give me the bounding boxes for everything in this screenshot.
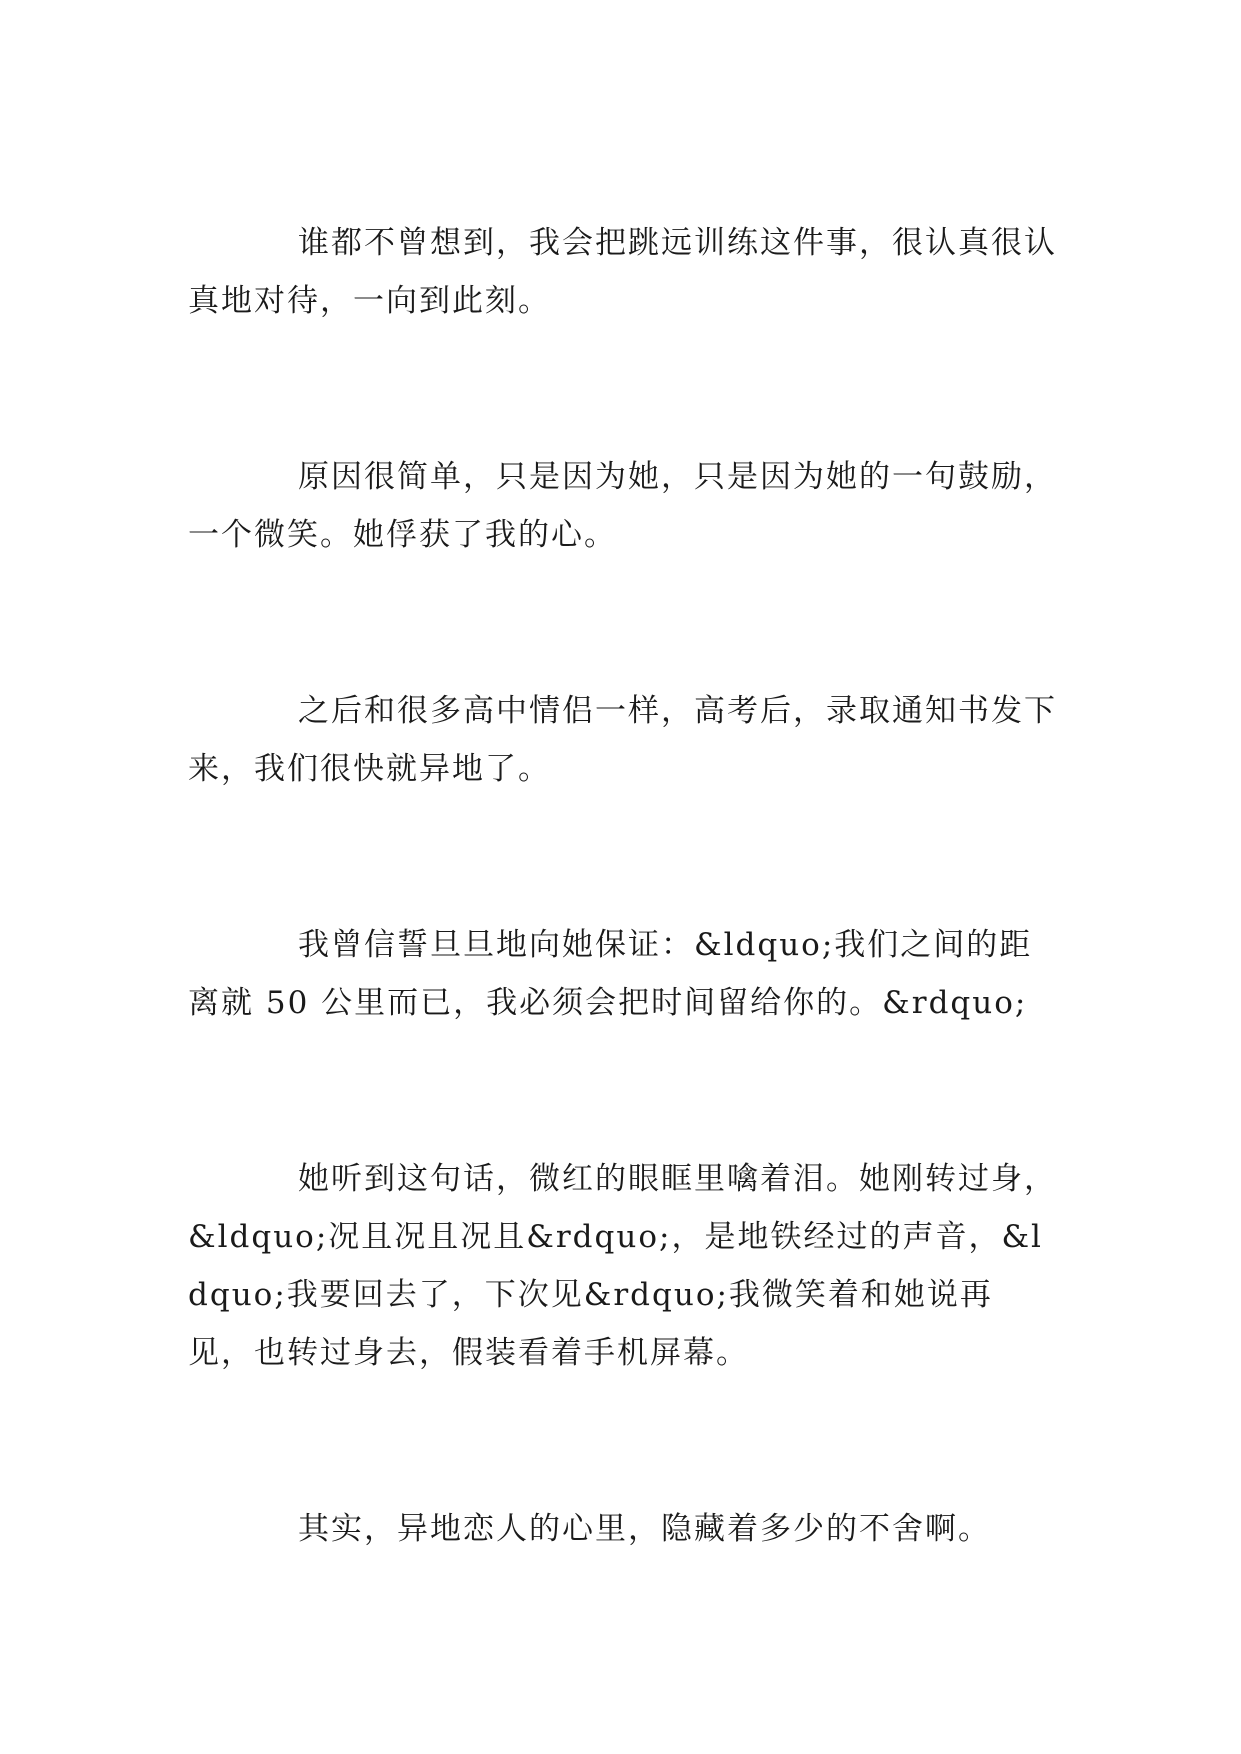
- paragraph-1: 谁都不曾想到，我会把跳远训练这件事，很认真很认真地对待，一向到此刻。: [188, 225, 1057, 319]
- paragraph-3: 之后和很多高中情侣一样，高考后，录取通知书发下来，我们很快就异地了。: [188, 693, 1057, 787]
- paragraph-4: 我曾信誓旦旦地向她保证：&ldquo;我们之间的距离就 50 公里而已，我必须会把时间留给你的。&rdquo;: [188, 927, 1033, 1021]
- paragraph-5: 她听到这句话，微红的眼眶里噙着泪。她刚转过身，&ldquo;况且况且况且&rdquo;，是地铁经过的声音，&ldquo;我要回去了，下次见&rdquo;我微笑着和她说再见，也转过身去，假装看着手机屏幕。: [188, 1161, 1057, 1371]
- paragraph-6: 其实，异地恋人的心里，隐藏着多少的不舍啊。: [298, 1511, 991, 1547]
- paragraph-2: 原因很简单，只是因为她，只是因为她的一句鼓励，一个微笑。她俘获了我的心。: [188, 459, 1057, 553]
